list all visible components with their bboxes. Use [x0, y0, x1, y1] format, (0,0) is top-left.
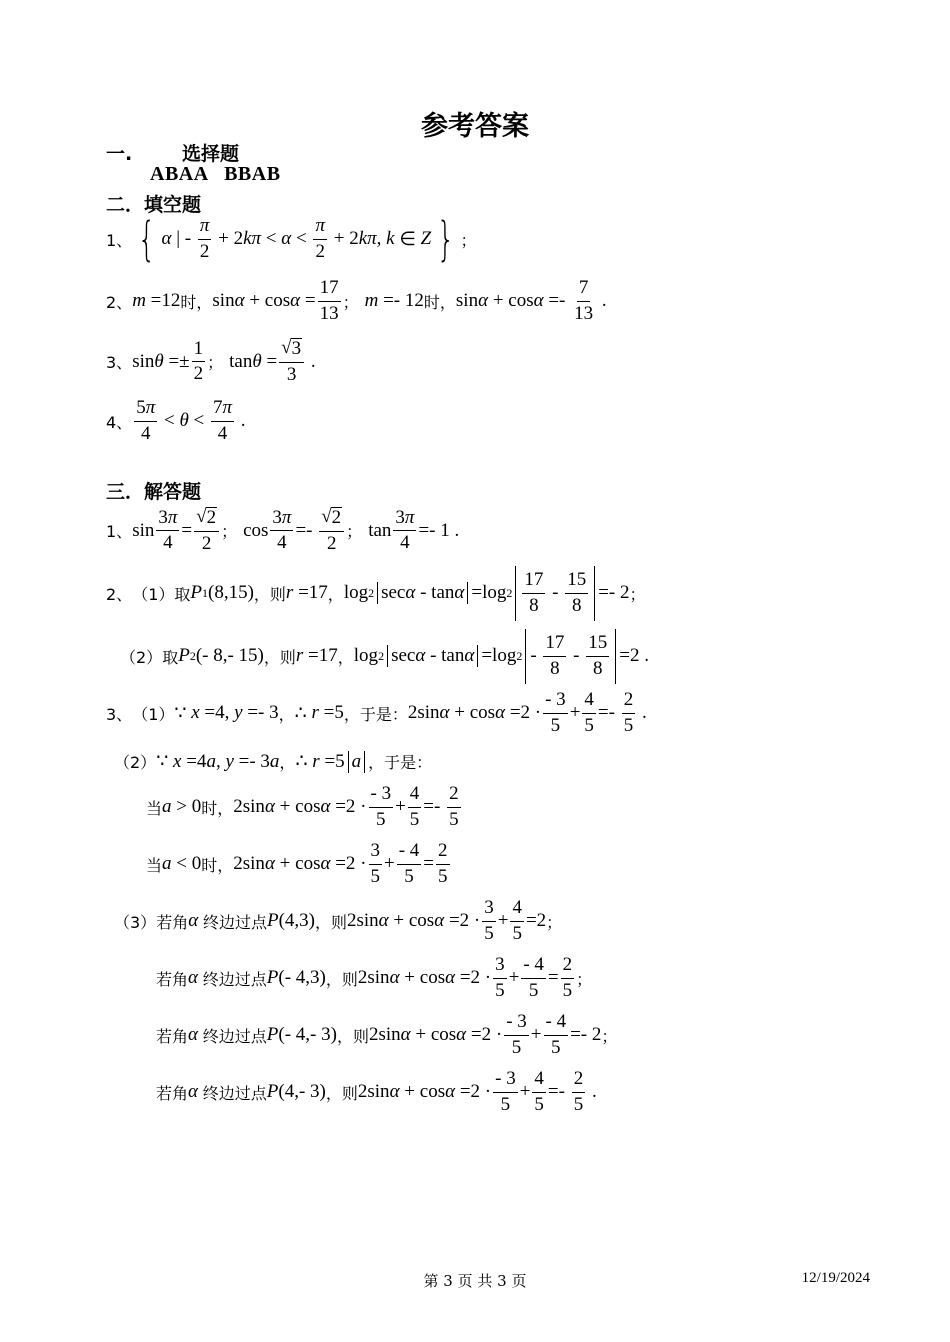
solve-answer-3-part-3-q1: （3） 若角 α 终边过点 P (4,3) ，则 2sin α + cos α =2 · $\frac{3}{5}$ + $\frac{4}{5}$ =2 ； [114, 897, 563, 944]
solve-answer-3-part-3-q4: 若角 α 终边过点 P (4,- 3) ，则 2sin α + cos α =2 · $\frac{- 3}{5}$ + $\frac{4}{5}$ =- $\frac{2}{5}$ . [156, 1068, 597, 1115]
solve-answer-2-part-1: 2、 （1） 取 P 1 (8,15) ，则 r =17 ， log 2 sec α - tan α =log 2 $\frac{17}{8}$ - $\frac{15}{8}$ =- 2 ； [106, 566, 646, 621]
page-number: 第 3 页 共 3 页 [423, 1272, 527, 1290]
section-3-heading: 三．解答题 [106, 481, 202, 503]
solve-answer-3-part-3-q3: 若角 α 终边过点 P (- 4,- 3) ，则 2sin α + cos α =2 · $\frac{- 3}{5}$ + $\frac{- 4}{5}$ =- 2 ； [156, 1011, 618, 1058]
solve-answer-3-part-1: 3、 （1） ∵ x =4, y =- 3 ， ∴ r =5 ，于是： 2sin α + cos α =2 · $\frac{- 3}{5}$ + $\frac{4}{5}$ =- $\frac{2}{5}$ . [106, 689, 647, 736]
solve-answer-3-case-positive: 当 a > 0 时， 2sin α + cos α =2 · $\frac{- 3}{5}$ + $\frac{4}{5}$ =- $\frac{2}{5}$ [146, 783, 459, 830]
fill-answer-4: 4、 $\frac{5\pi}{4}$ < θ < $\frac{7\pi}{4}$ . [106, 397, 246, 444]
section-1-title: 选择题 [182, 143, 240, 165]
solve-answer-3-case-negative: 当 a < 0 时， 2sin α + cos α =2 · $\frac{3}{5}$ + $\frac{- 4}{5}$ = $\frac{2}{5}$ [146, 840, 448, 887]
fill-answer-3: 3、 sin θ =± $\frac{1}{2}$ ； tan θ = √ 3 3 . [106, 337, 316, 385]
choice-answers: ABAA BBAB [150, 163, 281, 185]
solve-answer-1: 1、 sin $\frac{3\pi}{4}$ = √ 2 2 ； cos $\frac{3\pi}{4}$ =- √ 2 2 ； tan $\frac{3\pi}{4}$ =- 1 . [106, 506, 460, 554]
section-1-label: 一. [106, 143, 133, 165]
page-title: 参考答案 [421, 111, 529, 142]
footer-date: 12/19/2024 [801, 1270, 870, 1286]
solve-answer-2-part-2: （2） 取 P 2 (- 8,- 15) ，则 r =17 ， log 2 sec α - tan α =log 2 - $\frac{17}{8}$ - $\frac{15}{8}$ =2 . [120, 629, 649, 684]
fill-answer-2: 2、 m =12 时， sin α + cos α = $\frac{17}{13}$ ； m =- 12 时， sin α + cos α =- $\frac{7}{13}$ . [106, 277, 607, 324]
fill-answer-1: 1、 { α | - $\frac{\pi}{2}$ + 2 kπ < α < $\frac{\pi}{2}$ + 2 kπ , k ∈ Z } ； [106, 212, 477, 267]
solve-answer-3-part-3-q2: 若角 α 终边过点 P (- 4,3) ，则 2sin α + cos α =2 · $\frac{3}{5}$ + $\frac{- 4}{5}$ = $\frac{2}{5}$ ； [156, 954, 593, 1001]
solve-answer-3-part-2: （2） ∵ x =4 a , y =- 3 a ， ∴ r =5 a ，于是： [114, 750, 433, 772]
section-2-heading: 二．填空题 [106, 194, 202, 216]
